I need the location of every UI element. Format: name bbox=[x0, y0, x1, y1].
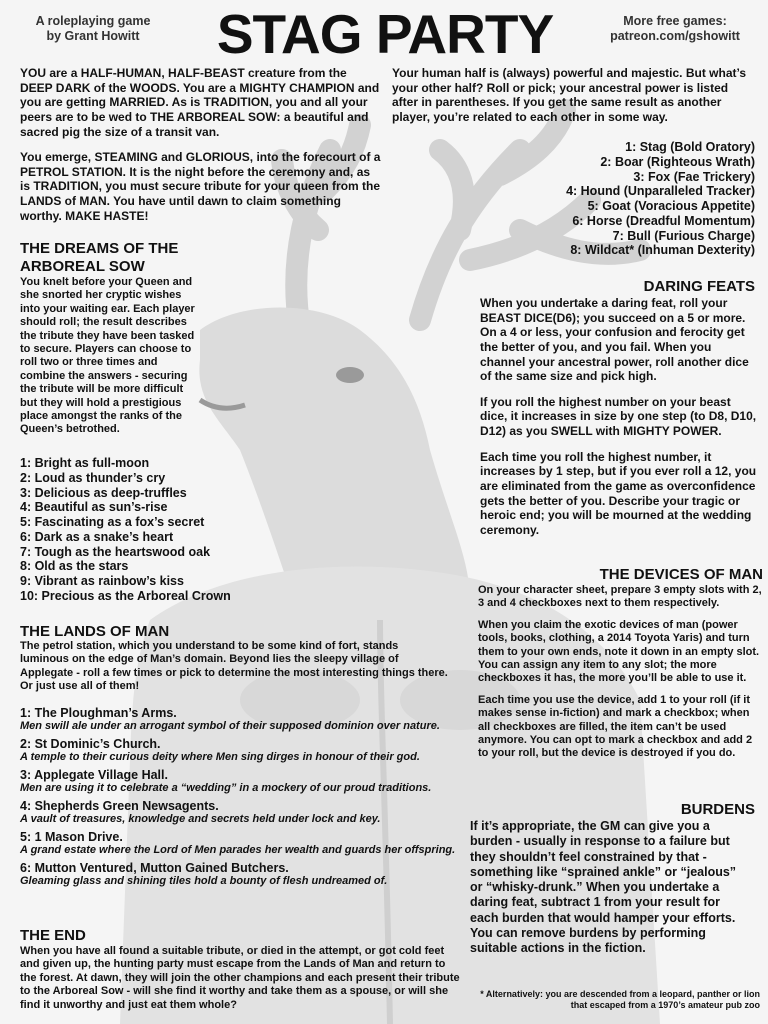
devices-paragraph-1: On your character sheet, prepare 3 empty slots with 2, 3 and 4 checkboxes next to them respectively. bbox=[478, 584, 762, 610]
patreon-credit: More free games: patreon.com/gshowitt bbox=[610, 14, 740, 44]
burdens-heading: BURDENS bbox=[680, 801, 755, 818]
list-item: 4: Beautiful as sun’s-rise bbox=[20, 500, 168, 515]
lands-heading: THE LANDS OF MAN bbox=[20, 623, 170, 640]
list-item: 7: Tough as the heartswood oak bbox=[20, 544, 211, 559]
feats-paragraph-3: Each time you roll the highest number, it increases by 1 step, but if you ever roll a 12, you are eliminated from the game as overconfidence gets the better of you. Describe your tragic or heroic end; you will be mourned at the wedding ceremony. bbox=[480, 449, 757, 537]
list-item: 1: Stag (Bold Oratory) bbox=[625, 140, 755, 154]
devices-heading: THE DEVICES OF MAN bbox=[599, 566, 763, 583]
location-desc: A vault of treasures, knowledge and secrets held under lock and key. bbox=[20, 813, 381, 826]
list-item: 7: Bull (Furious Charge) bbox=[612, 228, 755, 243]
list-item: 2: Loud as thunder’s cry bbox=[20, 470, 166, 485]
intro-section bbox=[20, 66, 382, 234]
list-item: 8: Wildcat* (Inhuman Dexterity) bbox=[570, 243, 755, 258]
location-desc: Men are using it to celebrate a “wedding” in a mockery of our proud traditions. bbox=[20, 782, 432, 795]
human-half-section bbox=[392, 66, 752, 136]
feats-heading: DARING FEATS bbox=[643, 278, 755, 295]
intro-paragraph-1: YOU are a HALF-HUMAN, HALF-BEAST creature from the DEEP DARK of the WOODS. You are a MIGHTY CHAMPION and you are getting MARRIED. As is TRADITION, you and all your peers are to be wed to THE ARBOREAL SOW: a beautiful and sacred pig the size of a transit van. bbox=[20, 66, 380, 139]
dreams-heading: THE DREAMS OF THE ARBOREAL SOW bbox=[20, 240, 179, 275]
location-desc: A temple to their curious deity where Men sing dirges in honour of their god. bbox=[20, 751, 420, 764]
author-credit: A roleplaying game by Grant Howitt bbox=[35, 14, 151, 44]
list-item: 9: Vibrant as rainbow’s kiss bbox=[20, 574, 184, 588]
location-name: 3: Applegate Village Hall. bbox=[20, 768, 168, 783]
list-item: 5: Goat (Voracious Appetite) bbox=[587, 199, 755, 213]
location-name: 1: The Ploughman’s Arms. bbox=[20, 706, 177, 720]
beast-list bbox=[470, 140, 755, 258]
end-heading: THE END bbox=[20, 927, 86, 944]
locations-list bbox=[20, 702, 460, 888]
list-item: 2: Boar (Righteous Wrath) bbox=[600, 154, 755, 169]
list-item: 3: Fox (Fae Trickery) bbox=[633, 169, 755, 184]
burdens-body: If it’s appropriate, the GM can give you a burden - usually in response to a failure but they shouldn’t feel constrained by that - something like “sprained ankle” or “jealous” or “whisky-drunk.” When you undertake a daring feat, subtract 1 from your result for each burden that would hamper your efforts. You can remove burdens by performing suitable actions in the fiction. bbox=[470, 819, 737, 955]
intro-paragraph-2: You emerge, STEAMING and GLORIOUS, into the forecourt of a PETROL STATION. It is the night before the ceremony and, as is TRADITION, you must secure tribute for your queen from the LANDS of MAN. You have until dawn to claim something worthy. MAKE HASTE! bbox=[20, 150, 381, 223]
location-desc: A grand estate where the Lord of Men parades her wealth and guards her offspring. bbox=[20, 844, 456, 857]
location-desc: Men swill ale under an arrogant symbol of their supposed dominion over nature. bbox=[20, 720, 440, 733]
location-name: 5: 1 Mason Drive. bbox=[20, 830, 123, 845]
list-item: 8: Old as the stars bbox=[20, 559, 129, 574]
list-item: 1: Bright as full-moon bbox=[20, 456, 150, 470]
devices-section bbox=[478, 584, 764, 772]
list-item: 6: Dark as a snake’s heart bbox=[20, 529, 174, 544]
dreams-list bbox=[20, 456, 250, 604]
footnote: * Alternatively: you are descended from a leopard, panther or lion that escaped from a 1970’s amateur pub zoo bbox=[480, 989, 760, 1010]
feats-section bbox=[480, 296, 758, 548]
list-item: 3: Delicious as deep-truffles bbox=[20, 485, 187, 500]
end-body: When you have all found a suitable tribute, or died in the attempt, or got cold feet and given up, the hunting party must escape from the Lands of Man and return to the forest. At dawn, they will join the other champions and each present their tribute to the Arboreal Sow - will she find it worthy and take them as a spouse, or will she find it unworthy and just eat them whole? bbox=[20, 945, 460, 1011]
page-title: STAG PARTY bbox=[216, 3, 554, 65]
list-item: 10: Precious as the Arboreal Crown bbox=[20, 588, 231, 603]
list-item: 4: Hound (Unparalleled Tracker) bbox=[566, 184, 755, 199]
devices-paragraph-3: Each time you use the device, add 1 to your roll (if it makes sense in-fiction) and mark a checkbox; when all checkboxes are filled, the item can’t be used anymore. You can opt to mark a checkbox and add 2 to your roll, but the device is destroyed if you do. bbox=[478, 693, 753, 760]
feats-paragraph-2: If you roll the highest number on your beast dice, it increases in size by one step (to D8, D10, D12) as you SWELL with MIGHTY POWER. bbox=[480, 394, 757, 438]
lands-body: The petrol station, which you understand to be some kind of fort, stands luminous on the edge of Man’s domain. Beyond lies the sleepy village of Applegate - roll a few times or pick to determine the most interesting things there. Or just use all of them! bbox=[20, 640, 448, 693]
list-item: 6: Horse (Dreadful Momentum) bbox=[572, 213, 755, 228]
location-name: 6: Mutton Ventured, Mutton Gained Butchers. bbox=[20, 861, 289, 876]
location-name: 4: Shepherds Green Newsagents. bbox=[20, 799, 219, 814]
feats-paragraph-1: When you undertake a daring feat, roll your BEAST DICE(D6); you succeed on a 5 or more. On a 4 or less, your confusion and ferocity get the better of you, and you fail. When you channel your ancestral power, roll another dice of the same size and pick high. bbox=[480, 296, 749, 384]
dreams-body: You knelt before your Queen and she snorted her cryptic wishes into your waiting ear. Each player should roll; the result describes the tribute they have been tasked to secure. Players can choose to roll two or three times and combine the answers - securing the tribute will be more difficult but they will hold a prestigious place amongst the ranks of the Queen’s betrothed. bbox=[20, 276, 195, 436]
list-item: 5: Fascinating as a fox’s secret bbox=[20, 515, 205, 529]
devices-paragraph-2: When you claim the exotic devices of man (power tools, books, clothing, a 2014 Toyota Yaris) and turn them to your own ends, note it down in an empty slot. You can assign any item to any slot; the more checkboxes it has, the more you’ll be able to use it. bbox=[478, 618, 760, 685]
location-desc: Gleaming glass and shining tiles hold a bounty of flesh undreamed of. bbox=[20, 875, 388, 888]
human-half-body: Your human half is (always) powerful and majestic. But what’s your other half? Roll or pick; your ancestral power is listed after in parentheses. If you get the same result as another player, you’re related to each other in some way. bbox=[392, 66, 747, 124]
location-name: 2: St Dominic’s Church. bbox=[20, 737, 161, 752]
